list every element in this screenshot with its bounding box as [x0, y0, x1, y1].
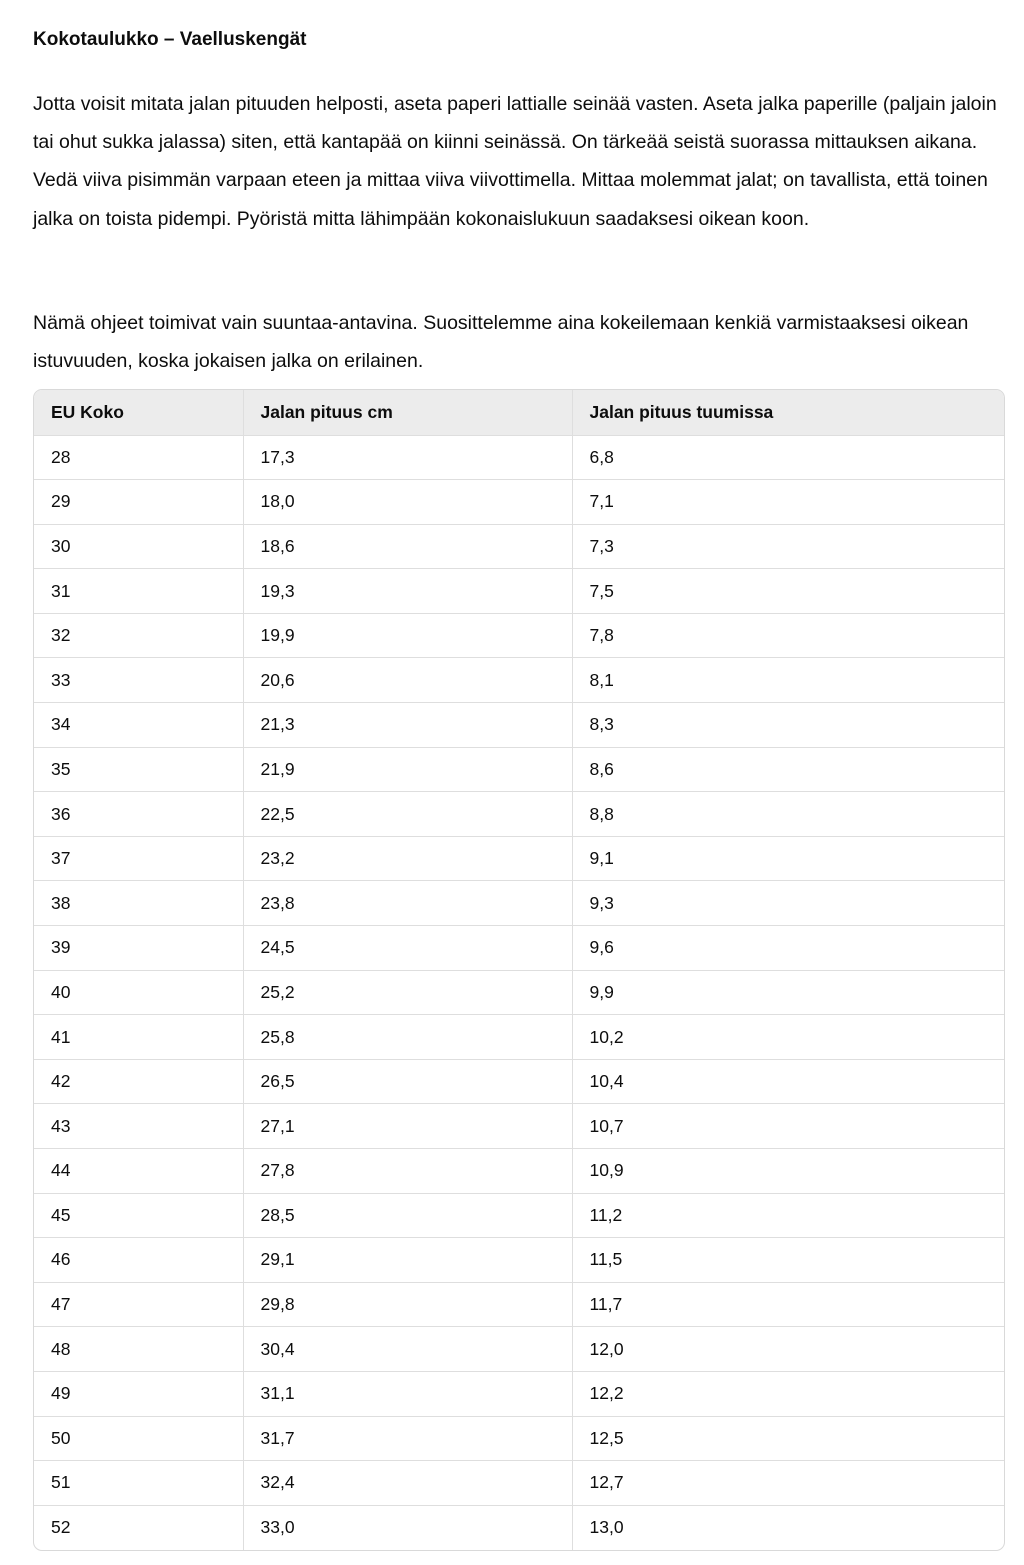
table-row	[34, 1461, 1004, 1506]
cell-foot-length-cm: 29,8	[243, 1282, 572, 1327]
table-row	[34, 1149, 1004, 1194]
cell-foot-length-inches: 7,3	[572, 524, 1004, 569]
cell-eu-size: 50	[34, 1416, 243, 1461]
cell-eu-size: 32	[34, 613, 243, 658]
cell-foot-length-inches: 12,7	[572, 1461, 1004, 1506]
cell-foot-length-inches: 11,2	[572, 1193, 1004, 1238]
cell-foot-length-cm: 26,5	[243, 1059, 572, 1104]
table-row	[34, 1371, 1004, 1416]
cell-foot-length-cm: 21,9	[243, 747, 572, 792]
cell-foot-length-inches: 9,3	[572, 881, 1004, 926]
cell-foot-length-inches: 8,8	[572, 792, 1004, 837]
cell-eu-size: 44	[34, 1149, 243, 1194]
table-row	[34, 1327, 1004, 1372]
cell-eu-size: 38	[34, 881, 243, 926]
cell-foot-length-inches: 8,6	[572, 747, 1004, 792]
cell-eu-size: 29	[34, 480, 243, 525]
table-row	[34, 569, 1004, 614]
cell-eu-size: 34	[34, 703, 243, 748]
cell-foot-length-inches: 9,6	[572, 926, 1004, 971]
size-table	[34, 390, 1004, 1550]
table-row	[34, 1238, 1004, 1283]
header-foot-length-inches: Jalan pituus tuumissa	[572, 390, 1004, 435]
table-row	[34, 658, 1004, 703]
cell-foot-length-cm: 18,0	[243, 480, 572, 525]
cell-eu-size: 49	[34, 1371, 243, 1416]
cell-foot-length-inches: 10,4	[572, 1059, 1004, 1104]
table-row	[34, 747, 1004, 792]
table-row	[34, 926, 1004, 971]
cell-foot-length-inches: 10,2	[572, 1015, 1004, 1060]
cell-foot-length-inches: 11,5	[572, 1238, 1004, 1283]
table-row	[34, 792, 1004, 837]
cell-foot-length-cm: 32,4	[243, 1461, 572, 1506]
table-row	[34, 1059, 1004, 1104]
cell-eu-size: 52	[34, 1505, 243, 1550]
cell-foot-length-inches: 13,0	[589, 1517, 624, 1538]
cell-foot-length-cm: 24,5	[243, 926, 572, 971]
cell-foot-length-cm: 20,6	[243, 658, 572, 703]
cell-foot-length-cm: 25,8	[243, 1015, 572, 1060]
cell-eu-size: 36	[34, 792, 243, 837]
size-table-body	[34, 435, 1004, 1550]
table-row	[34, 480, 1004, 525]
cell-foot-length-cm: 17,3	[243, 435, 572, 480]
cell-foot-length-inches: 8,3	[572, 703, 1004, 748]
size-table-container	[33, 389, 1005, 1551]
table-row	[34, 435, 1004, 480]
cell-foot-length-cm: 18,6	[243, 524, 572, 569]
cell-eu-size: 30	[34, 524, 243, 569]
cell-eu-size: 46	[34, 1238, 243, 1283]
cell-foot-length-inches: 11,7	[572, 1282, 1004, 1327]
cell-foot-length-cm: 22,5	[243, 792, 572, 837]
cell-foot-length-cm: 25,2	[243, 970, 572, 1015]
cell-eu-size: 47	[34, 1282, 243, 1327]
cell-foot-length-cm: 27,1	[243, 1104, 572, 1149]
table-row	[34, 836, 1004, 881]
cell-foot-length-inches: 9,1	[572, 836, 1004, 881]
disclaimer-paragraph: Nämä ohjeet toimivat vain suuntaa-antavina. Suosittelemme aina kokeilemaan kenkiä varmistaaksesi oikean istuvuuden, koska jokaisen jalka on erilainen.	[33, 312, 969, 373]
cell-foot-length-cm: 19,3	[243, 569, 572, 614]
cell-foot-length-inches: 12,0	[572, 1327, 1004, 1372]
cell-foot-length-cm: 30,4	[243, 1327, 572, 1372]
cell-eu-size: 48	[34, 1327, 243, 1372]
page-title: Kokotaulukko – Vaelluskengät	[33, 29, 307, 50]
cell-foot-length-cm: 23,2	[243, 836, 572, 881]
cell-eu-size: 51	[34, 1461, 243, 1506]
table-row	[34, 703, 1004, 748]
header-foot-length-cm: Jalan pituus cm	[243, 390, 572, 435]
table-header-row	[34, 390, 1004, 435]
cell-foot-length-inches: 7,5	[572, 569, 1004, 614]
table-row	[34, 1193, 1004, 1238]
instructions-paragraph: Jotta voisit mitata jalan pituuden helposti, aseta paperi lattialle seinää vasten. Aseta jalka paperille (paljain jaloin tai ohut sukka jalassa) siten, että kantapää on kiinni seinässä. On tärkeää seistä suorassa mittauksen aikana. Vedä viiva pisimmän varpaan eteen ja mittaa viiva viivottimella. Mittaa molemmat jalat; on tavallista, että toinen jalka on toista pidempi. Pyöristä mitta lähimpään kokonaislukuun saadaksesi oikean koon.	[33, 93, 997, 230]
cell-foot-length-cm: 19,9	[243, 613, 572, 658]
header-eu-size: EU Koko	[34, 390, 243, 435]
table-row	[34, 1015, 1004, 1060]
table-row	[34, 1505, 1004, 1550]
cell-foot-length-inches: 9,9	[572, 970, 1004, 1015]
cell-foot-length-inches: 10,7	[572, 1104, 1004, 1149]
cell-foot-length-cm: 33,0	[243, 1505, 572, 1550]
cell-foot-length-inches: 7,8	[572, 613, 1004, 658]
cell-eu-size: 43	[34, 1104, 243, 1149]
cell-foot-length-cm: 31,1	[243, 1371, 572, 1416]
table-row	[34, 970, 1004, 1015]
table-row	[34, 1416, 1004, 1461]
table-row	[34, 613, 1004, 658]
table-row	[34, 524, 1004, 569]
cell-foot-length-cm: 21,3	[243, 703, 572, 748]
table-row	[34, 1282, 1004, 1327]
cell-eu-size: 45	[34, 1193, 243, 1238]
cell-foot-length-inches: 12,5	[572, 1416, 1004, 1461]
cell-eu-size: 40	[34, 970, 243, 1015]
cell-eu-size: 37	[34, 836, 243, 881]
cell-foot-length-cm: 31,7	[243, 1416, 572, 1461]
cell-eu-size: 35	[34, 747, 243, 792]
cell-foot-length-inches: 12,2	[572, 1371, 1004, 1416]
cell-eu-size: 41	[34, 1015, 243, 1060]
cell-foot-length-inches: 6,8	[572, 435, 1004, 480]
cell-foot-length-inches: 10,9	[572, 1149, 1004, 1194]
cell-foot-length-cm: 29,1	[243, 1238, 572, 1283]
cell-foot-length-inches: 7,1	[572, 480, 1004, 525]
cell-foot-length-inches: 8,1	[572, 658, 1004, 703]
cell-foot-length-cm: 28,5	[243, 1193, 572, 1238]
cell-foot-length-cm: 23,8	[243, 881, 572, 926]
cell-eu-size: 39	[34, 926, 243, 971]
table-row	[34, 881, 1004, 926]
cell-eu-size: 28	[34, 435, 243, 480]
cell-eu-size: 31	[34, 569, 243, 614]
cell-eu-size: 33	[34, 658, 243, 703]
cell-foot-length-cm: 27,8	[243, 1149, 572, 1194]
cell-eu-size: 42	[34, 1059, 243, 1104]
table-row	[34, 1104, 1004, 1149]
